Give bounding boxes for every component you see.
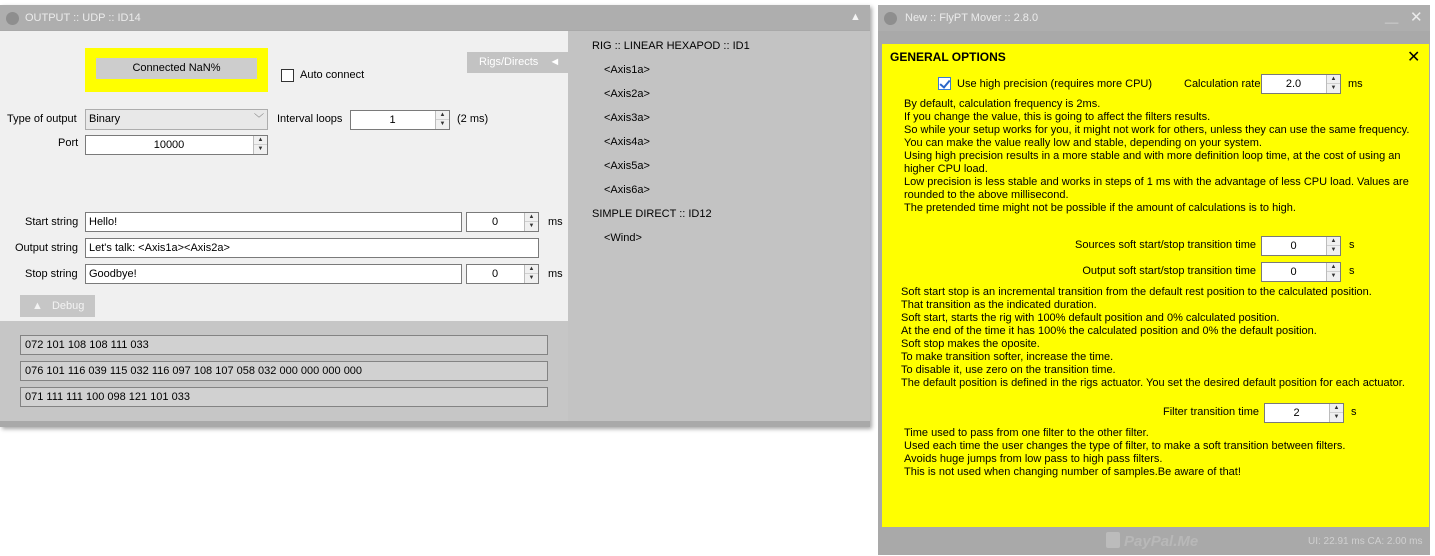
help-line: rounded to the above millisecond. <box>904 189 1069 201</box>
sources-soft-value: 0 <box>1290 240 1297 252</box>
start-string-ms-unit: ms <box>548 216 563 228</box>
sources-soft-stepper[interactable] <box>1261 236 1341 256</box>
calculation-rate-stepper[interactable] <box>1261 74 1341 94</box>
interval-loops-label: Interval loops <box>277 113 343 125</box>
type-of-output-label: Type of output <box>7 113 77 125</box>
stop-string-ms-unit: ms <box>548 268 563 280</box>
calculation-rate-value: 2.0 <box>1285 78 1302 90</box>
stop-string-delay-value: 0 <box>491 268 499 280</box>
close-icon[interactable]: ✕ <box>1410 9 1423 26</box>
mover-window-title: New :: FlyPT Mover :: 2.8.0 <box>905 12 1039 24</box>
high-precision-checkbox[interactable] <box>938 77 951 90</box>
spin-up-icon[interactable]: ▲ <box>525 265 538 274</box>
paypal-link[interactable] <box>1106 532 1198 550</box>
spin-down-icon[interactable]: ▼ <box>439 121 446 127</box>
port-value: 10000 <box>153 139 185 151</box>
help-line: At the end of the time it has 100% the calculated position and 0% the default position. <box>901 325 1317 337</box>
tree-item-axis[interactable]: <Axis6a> <box>604 184 650 196</box>
type-of-output-value: Binary <box>89 113 121 125</box>
connect-button[interactable]: Connected NaN% <box>96 58 257 79</box>
stop-string-delay-stepper[interactable] <box>466 264 539 284</box>
close-icon[interactable]: ✕ <box>1407 49 1421 66</box>
collapse-up-icon[interactable]: ▲ <box>850 11 861 23</box>
filter-transition-value: 2 <box>1293 407 1300 419</box>
tree-item-direct[interactable]: SIMPLE DIRECT :: ID12 <box>592 208 712 220</box>
app-logo-icon <box>6 12 19 25</box>
output-window <box>0 5 870 427</box>
spin-down-icon[interactable]: ▼ <box>1330 247 1337 253</box>
tree-item-wind[interactable]: <Wind> <box>604 232 642 244</box>
port-stepper[interactable] <box>85 135 268 155</box>
general-options-panel <box>882 44 1429 527</box>
start-string-label: Start string <box>25 216 79 228</box>
filter-transition-label: Filter transition time <box>1163 406 1259 418</box>
debug-tab[interactable] <box>20 295 95 317</box>
help-line: This is not used when changing number of samples.Be aware of that! <box>904 466 1241 478</box>
minimize-icon[interactable]: __ <box>1385 10 1399 24</box>
app-logo-icon <box>884 12 897 25</box>
spin-up-icon[interactable]: ▲ <box>1327 237 1340 246</box>
filter-help-text <box>904 427 1345 479</box>
interval-loops-stepper[interactable] <box>350 110 450 130</box>
help-line: Soft start, starts the rig with 100% default position and 0% calculated position. <box>901 312 1280 324</box>
high-precision-label: Use high precision (requires more CPU) <box>957 78 1153 90</box>
help-line: By default, calculation frequency is 2ms. <box>904 98 1101 110</box>
tree-item-axis[interactable]: <Axis4a> <box>604 136 650 148</box>
tree-item-rig[interactable]: RIG :: LINEAR HEXAPOD :: ID1 <box>592 40 750 52</box>
collapse-up-icon: ▲ <box>32 300 43 312</box>
sources-soft-unit: s <box>1349 239 1355 251</box>
start-string-delay-stepper[interactable] <box>466 212 539 232</box>
spin-up-icon[interactable]: ▲ <box>254 136 267 145</box>
port-label: Port <box>58 137 79 149</box>
output-window-title: OUTPUT :: UDP :: ID14 <box>25 12 141 24</box>
help-line: Time used to pass from one filter to the other filter. <box>904 427 1149 439</box>
help-line: If you change the value, this is going to affect the filters results. <box>904 111 1211 123</box>
help-line: So while your setup works for you, it might not work for others, unless they can use the same frequency. <box>904 124 1410 136</box>
general-options-title: GENERAL OPTIONS <box>890 50 1006 64</box>
help-line: The pretended time might not be possible if the amount of calculations is to high. <box>904 202 1296 214</box>
tree-item-axis[interactable]: <Axis1a> <box>604 64 650 76</box>
spin-up-icon[interactable]: ▲ <box>525 213 538 222</box>
output-soft-label: Output soft start/stop transition time <box>1082 265 1256 277</box>
spin-down-icon[interactable]: ▼ <box>528 223 535 229</box>
precision-help-text <box>904 98 1409 215</box>
help-line: The default position is defined in the rigs actuator. You set the desired default position for each actuator. <box>901 377 1405 389</box>
help-line: Using high precision results in a more stable and with more definition loop time, at the cost of using an <box>904 150 1401 162</box>
debug-panel <box>0 321 568 421</box>
help-line: Soft stop makes the oposite. <box>901 338 1040 350</box>
help-line: To disable it, use zero on the transition time. <box>901 364 1116 376</box>
spin-down-icon[interactable]: ▼ <box>257 146 264 152</box>
help-line: To make transition softer, increase the time. <box>901 351 1114 363</box>
rigs-directs-tree <box>568 31 870 421</box>
interval-loops-value: 1 <box>389 114 396 126</box>
rigs-directs-label: Rigs/Directs <box>479 56 539 68</box>
sources-soft-label: Sources soft start/stop transition time <box>1075 239 1256 251</box>
debug-line: 071 111 111 100 098 121 101 033 <box>20 387 548 407</box>
mover-footer <box>878 527 1430 555</box>
arrow-left-icon: ◄ <box>549 56 561 68</box>
calculation-rate-unit: ms <box>1348 78 1363 90</box>
tree-item-axis[interactable]: <Axis5a> <box>604 160 650 172</box>
type-of-output-select[interactable] <box>85 109 268 130</box>
help-line: You can make the value really low and stable, depending on your system. <box>904 137 1262 149</box>
paypal-icon <box>1106 532 1120 548</box>
output-string-input[interactable]: Let's talk: <Axis1a><Axis2a> <box>85 238 539 258</box>
tree-item-axis[interactable]: <Axis3a> <box>604 112 650 124</box>
help-line: Avoids huge jumps from low pass to high pass filters. <box>904 453 1163 465</box>
mover-window-titlebar[interactable] <box>878 5 1430 31</box>
mover-window <box>878 5 1430 555</box>
help-line: That transition as the indicated duration. <box>901 299 1097 311</box>
filter-transition-unit: s <box>1351 406 1357 418</box>
output-soft-value: 0 <box>1290 266 1297 278</box>
spin-down-icon[interactable]: ▼ <box>1330 85 1337 91</box>
connection-status-frame <box>85 48 268 92</box>
tree-item-axis[interactable]: <Axis2a> <box>604 88 650 100</box>
auto-connect-label: Auto connect <box>300 69 365 81</box>
output-soft-stepper[interactable] <box>1261 262 1341 282</box>
debug-tab-label: Debug <box>51 300 85 312</box>
help-line: higher CPU load. <box>904 163 988 175</box>
help-line: Soft start stop is an incremental transition from the default rest position to the calculated position. <box>901 286 1372 298</box>
stop-string-input[interactable]: Goodbye! <box>85 264 462 284</box>
spin-down-icon[interactable]: ▼ <box>1330 273 1337 279</box>
debug-line: 072 101 108 108 111 033 <box>20 335 548 355</box>
auto-connect-checkbox[interactable] <box>281 69 294 82</box>
soft-help-text <box>901 286 1405 390</box>
output-string-label: Output string <box>15 242 78 254</box>
rigs-directs-tab[interactable] <box>467 52 568 73</box>
output-soft-unit: s <box>1349 265 1355 277</box>
spin-up-icon[interactable]: ▲ <box>1330 404 1343 413</box>
start-string-input[interactable]: Hello! <box>85 212 462 232</box>
timing-stats: UI: 22.91 ms CA: 2.00 ms <box>1308 536 1423 547</box>
spin-down-icon[interactable]: ▼ <box>528 275 535 281</box>
output-settings-panel <box>0 31 568 321</box>
calculation-rate-label: Calculation rate <box>1184 78 1261 90</box>
output-window-titlebar[interactable] <box>0 5 870 30</box>
help-line: Used each time the user changes the type of filter, to make a soft transition between filters. <box>904 440 1346 452</box>
spin-up-icon[interactable]: ▲ <box>1327 263 1340 272</box>
spin-up-icon[interactable]: ▲ <box>1327 75 1340 84</box>
filter-transition-stepper[interactable] <box>1264 403 1344 423</box>
help-line: Low precision is less stable and works in steps of 1 ms with the advantage of less CPU load. Values are <box>904 176 1409 188</box>
chevron-down-icon: ﹀ <box>254 114 264 125</box>
spin-down-icon[interactable]: ▼ <box>1333 414 1340 420</box>
debug-line: 076 101 116 039 115 032 116 097 108 107 058 032 000 000 000 000 <box>20 361 548 381</box>
stop-string-label: Stop string <box>25 268 78 280</box>
start-string-delay-value: 0 <box>491 216 499 228</box>
paypal-label: PayPal.Me <box>1124 533 1199 550</box>
interval-loops-unit: (2 ms) <box>457 113 489 125</box>
spin-up-icon[interactable]: ▲ <box>436 111 449 120</box>
